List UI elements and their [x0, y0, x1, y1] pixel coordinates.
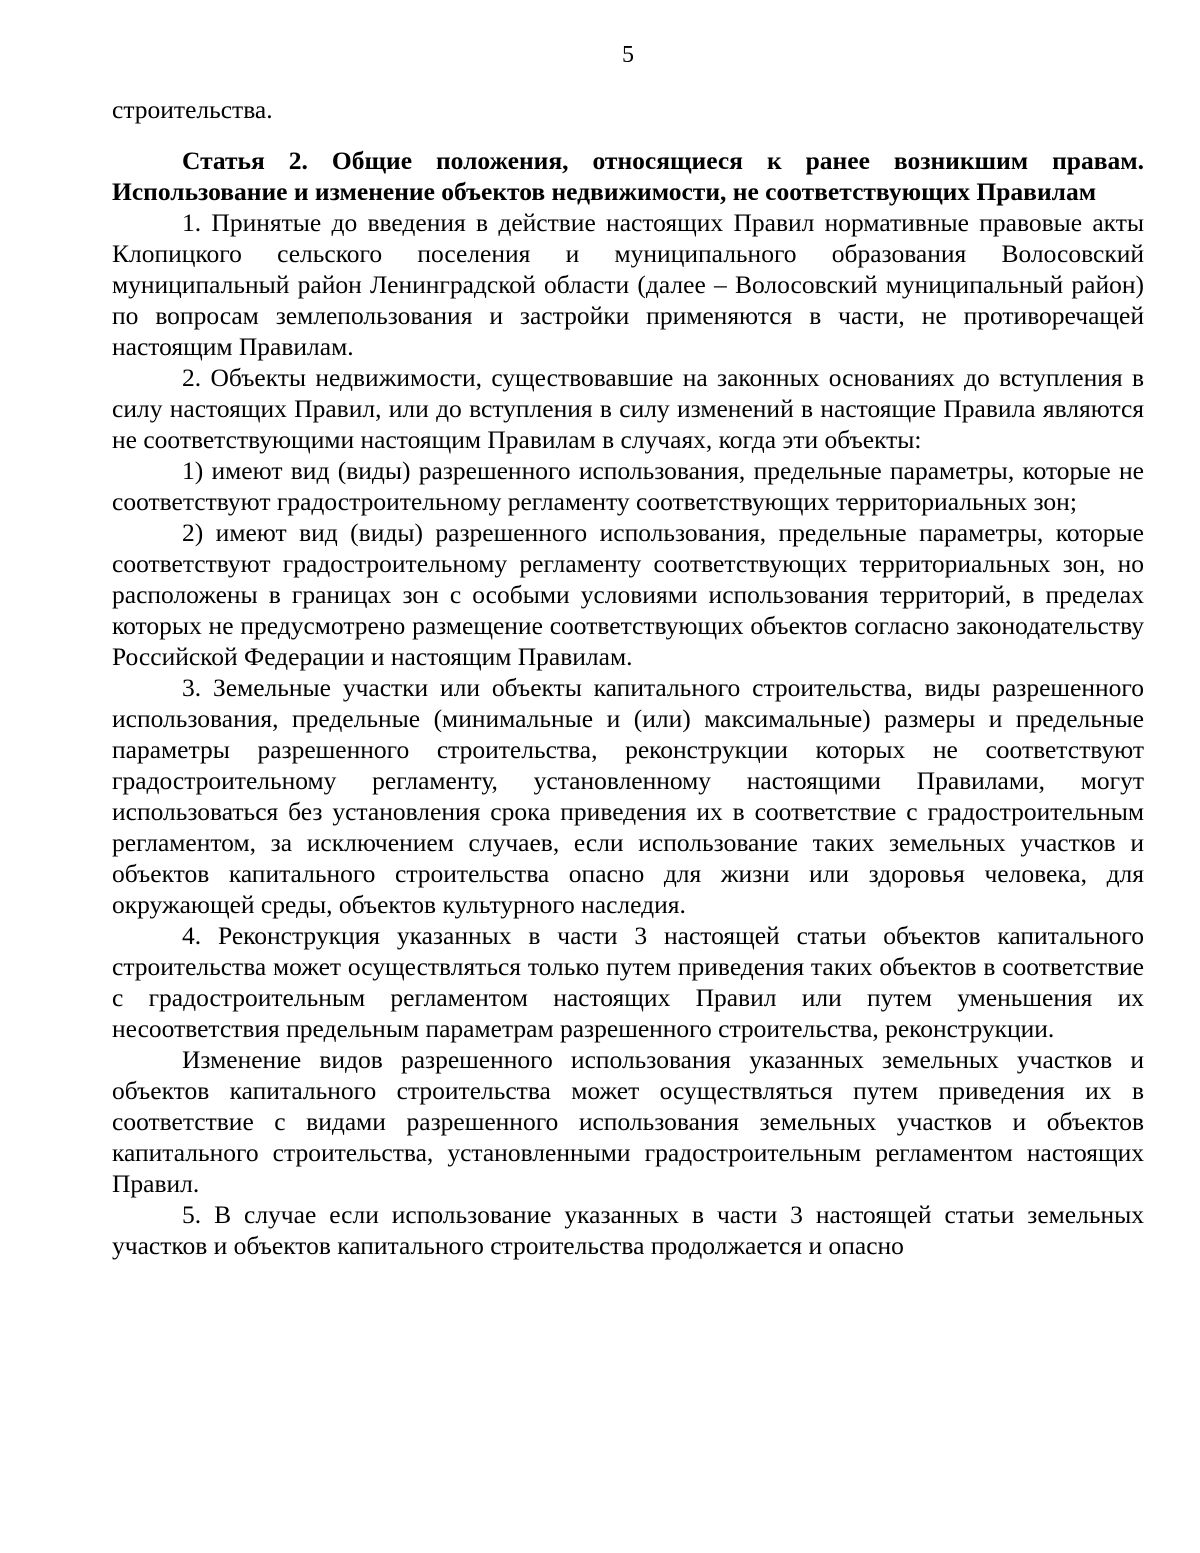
article-heading: Статья 2. Общие положения, относящиеся к ранее возникшим правам. Использование и изменение объектов недвижимости, не соответствующих Правилам [112, 146, 1144, 206]
paragraph-2-item-1: 1) имеют вид (виды) разрешенного использования, предельные параметры, которые не соответствуют градостроительному регламенту соответствующих территориальных зон; [112, 456, 1144, 516]
paragraph-4: 4. Реконструкция указанных в части 3 настоящей статьи объектов капитального строительства может осуществляться только путем приведения таких объектов в соответствие с градостроительным регламентом настоящих Правил или путем уменьшения их несоответствия предельным параметрам разрешенного строительства, реконструкции. [112, 921, 1144, 1043]
document-page [112, 40, 1144, 1261]
lead-text: строительства. [112, 95, 273, 124]
paragraph-5: 5. В случае если использование указанных в части 3 настоящей статьи земельных участков и объектов капитального строительства продолжается и опасно [112, 1200, 1144, 1260]
paragraph-4-continued: Изменение видов разрешенного использования указанных земельных участков и объектов капитального строительства может осуществляться путем приведения их в соответствие с видами разрешенного использования земельных участков и объектов капитального строительства, установленными градостроительным регламентом настоящих Правил. [112, 1045, 1144, 1198]
paragraph-1: 1. Принятые до введения в действие настоящих Правил нормативные правовые акты Клопицкого сельского поселения и муниципального образования Волосовский муниципальный район Ленинградской области (далее – Волосовский муниципальный район) по вопросам землепользования и застройки применяются в части, не противоречащей настоящим Правилам. [112, 208, 1144, 361]
paragraph-2-item-2: 2) имеют вид (виды) разрешенного использования, предельные параметры, которые соответствуют градостроительному регламенту соответствующих территориальных зон, но расположены в границах зон с особыми условиями использования территорий, в пределах которых не предусмотрено размещение соответствующих объектов согласно законодательству Российской Федерации и настоящим Правилам. [112, 518, 1144, 671]
page-number: 5 [622, 42, 634, 68]
paragraph-2: 2. Объекты недвижимости, существовавшие на законных основаниях до вступления в силу настоящих Правил, или до вступления в силу изменений в настоящие Правила являются не соответствующими настоящим Правилам в случаях, когда эти объекты: [112, 363, 1144, 454]
paragraph-3: 3. Земельные участки или объекты капитального строительства, виды разрешенного использования, предельные (минимальные и (или) максимальные) размеры и предельные параметры разрешенного строительства, реконструкции которых не соответствуют градостроительному регламенту, установленному настоящими Правилами, могут использоваться без установления срока приведения их в соответствие с градостроительным регламентом, за исключением случаев, если использование таких земельных участков и объектов капитального строительства опасно для жизни или здоровья человека, для окружающей среды, объектов культурного наследия. [112, 673, 1144, 919]
